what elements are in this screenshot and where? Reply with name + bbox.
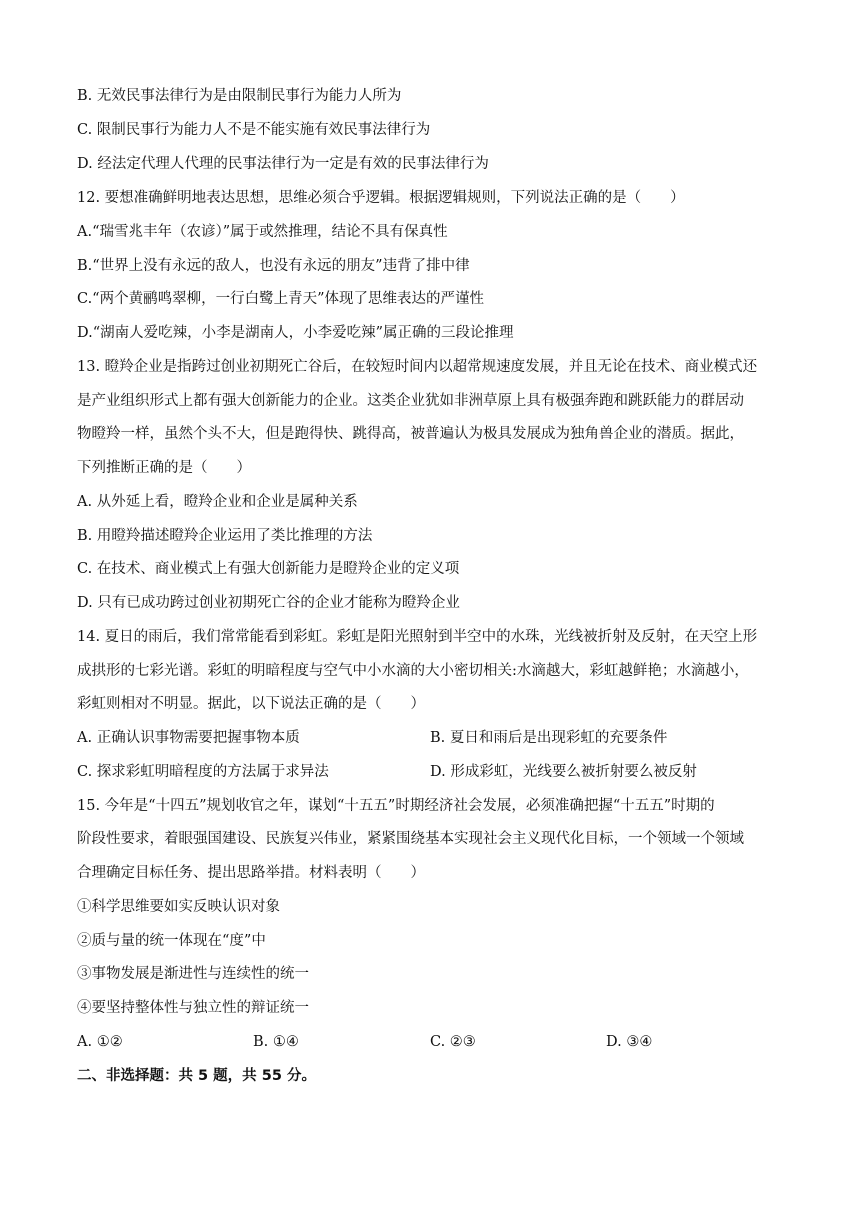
q12-option-c: C.“两个黄鹂鸣翠柳，一行白鹭上青天”体现了思维表达的严谨性: [77, 291, 485, 307]
q11-option-d: D. 经法定代理人代理的民事法律行为一定是有效的民事法律行为: [77, 156, 489, 172]
q12-option-b: B.“世界上没有永远的敌人，也没有永远的朋友”违背了排中律: [77, 258, 470, 274]
q15-option-a: A. ①②: [77, 1034, 123, 1050]
q14-stem-line2: 成拱形的七彩光谱。彩虹的明暗程度与空气中小水滴的大小密切相关:水滴越大，彩虹越鲜艳；水滴越小，: [77, 663, 749, 679]
q11-option-c: C. 限制民事行为能力人不是不能实施有效民事法律行为: [77, 122, 431, 138]
q13-stem-line1: 13. 瞪羚企业是指跨过创业初期死亡谷后，在较短时间内以超常规速度发展，并且无论在技术、商业模式还: [77, 359, 758, 375]
q12-option-d: D.“湖南人爱吃辣，小李是湖南人，小李爱吃辣”属正确的三段论推理: [77, 325, 514, 341]
q15-statement-1: ①科学思维要如实反映认识对象: [77, 899, 280, 915]
q12-option-a: A.“瑞雪兆丰年（农谚）”属于或然推理，结论不具有保真性: [77, 224, 448, 240]
q15-option-d: D. ③④: [606, 1034, 653, 1050]
q14-option-c: C. 探求彩虹明暗程度的方法属于求异法: [77, 764, 329, 780]
q14-stem-line1: 14. 夏日的雨后，我们常常能看到彩虹。彩虹是阳光照射到半空中的水珠，光线被折射及反射，在天空上形: [77, 629, 758, 645]
q15-option-b: B. ①④: [253, 1034, 299, 1050]
q13-stem-line4: 下列推断正确的是（ ）: [77, 460, 251, 476]
q13-option-a: A. 从外延上看，瞪羚企业和企业是属种关系: [77, 494, 358, 510]
q15-option-c: C. ②③: [430, 1034, 476, 1050]
q14-option-d: D. 形成彩虹，光线要么被折射要么被反射: [430, 764, 697, 780]
q15-statement-2: ②质与量的统一体现在“度”中: [77, 933, 266, 949]
q13-option-d: D. 只有已成功跨过创业初期死亡谷的企业才能称为瞪羚企业: [77, 595, 460, 611]
q15-statement-4: ④要坚持整体性与独立性的辩证统一: [77, 1000, 309, 1016]
q15-stem-line3: 合理确定目标任务、提出思路举措。材料表明（ ）: [77, 865, 425, 881]
q13-option-b: B. 用瞪羚描述瞪羚企业运用了类比推理的方法: [77, 528, 373, 544]
q14-option-b: B. 夏日和雨后是出现彩虹的充要条件: [430, 730, 668, 746]
q13-stem-line2: 是产业组织形式上都有强大创新能力的企业。这类企业犹如非洲草原上具有极强奔跑和跳跃能力的群居动: [77, 393, 744, 409]
q12-stem: 12. 要想准确鲜明地表达思想，思维必须合乎逻辑。根据逻辑规则，下列说法正确的是（ ）: [77, 190, 685, 206]
section-heading: 二、非选择题：共 5 题，共 55 分。: [77, 1068, 316, 1084]
q14-option-a: A. 正确认识事物需要把握事物本质: [77, 730, 300, 746]
q15-stem-line2: 阶段性要求，着眼强国建设、民族复兴伟业，紧紧围绕基本实现社会主义现代化目标，一个领域一个领域: [77, 831, 744, 847]
q15-stem-line1: 15. 今年是“十四五”规划收官之年，谋划“十五五”时期经济社会发展，必须准确把握“十五五”时期的: [77, 798, 715, 814]
q15-statement-3: ③事物发展是渐进性与连续性的统一: [77, 966, 309, 982]
q13-stem-line3: 物瞪羚一样，虽然个头不大，但是跑得快、跳得高，被普遍认为极具发展成为独角兽企业的潜质。据此，: [77, 426, 744, 442]
q11-option-b: B. 无效民事法律行为是由限制民事行为能力人所为: [77, 88, 402, 104]
q14-stem-line3: 彩虹则相对不明显。据此，以下说法正确的是（ ）: [77, 696, 425, 712]
q13-option-c: C. 在技术、商业模式上有强大创新能力是瞪羚企业的定义项: [77, 561, 460, 577]
